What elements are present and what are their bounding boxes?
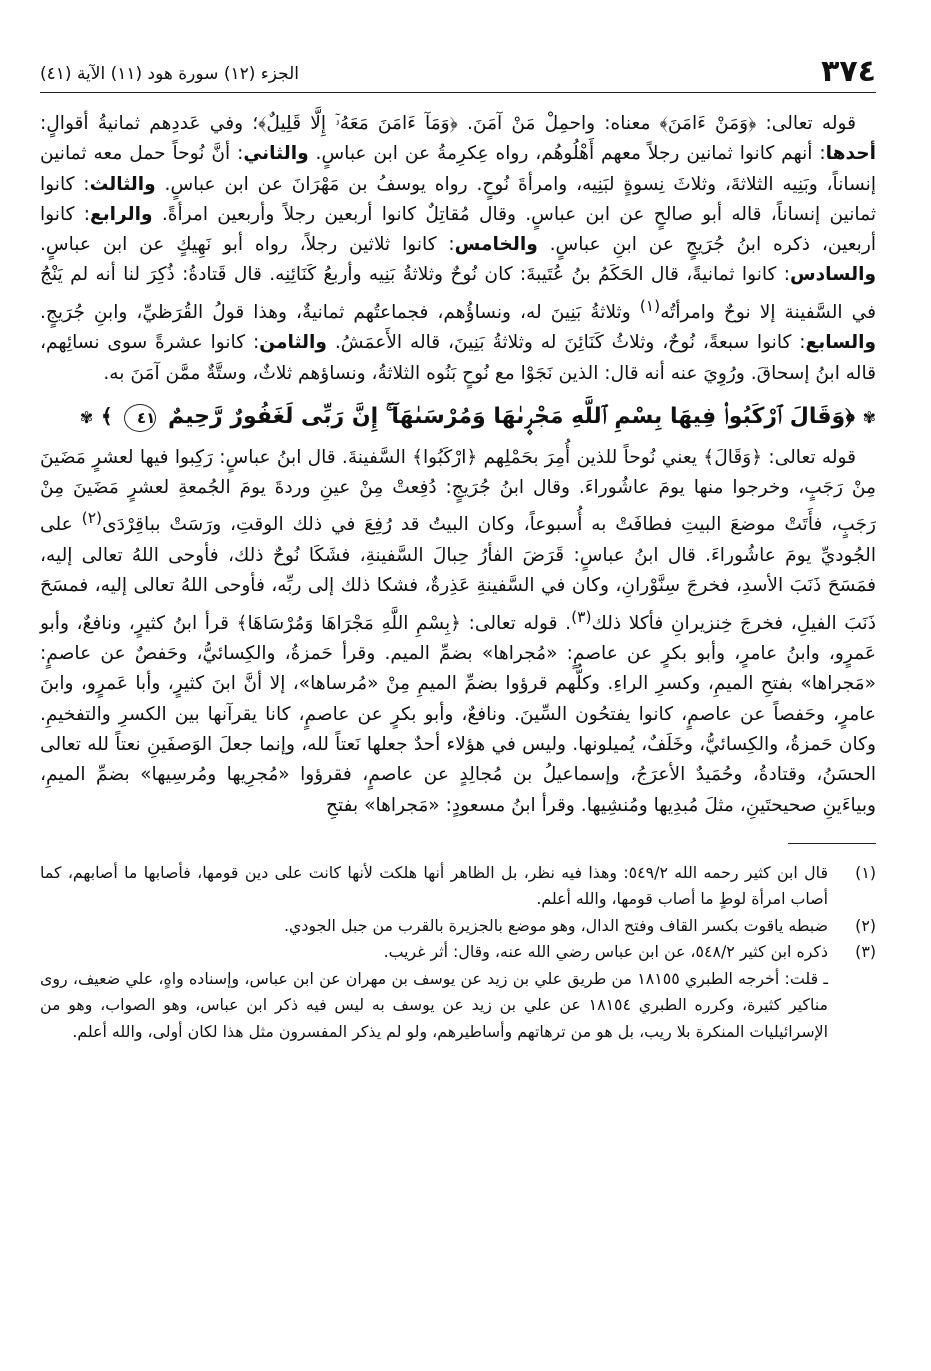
paragraph-passengers (40, 109, 876, 389)
label-eighth: والثامن (259, 332, 327, 354)
footnote-number: (١) (855, 862, 876, 882)
running-head: الجزء (١٢) سورة هود (١١) الآية (٤١) (40, 64, 300, 84)
text-segment: : كانوا أربعين، ذكره ابنُ جُرَيجٍ عن ابنِ عباسٍ. (40, 203, 876, 256)
text-segment: : أنَّ نُوحاً حمل معه ثمانين إنساناً، وبَنِيه الثلاثةَ، وثلاثَ نِسوةٍ لبَنِيه، وامرأةَ نُوحٍ. رواه يوسفُ بن مَهْرَانَ عن ابن عباسٍ. (40, 143, 876, 195)
footnote-line: ذكره ابن كثير ٥٤٨/٢، عن ابن عباس رضي الله عنه، وقال: أثر غريب. (383, 942, 828, 962)
page-number: ٣٧٤ (821, 54, 876, 89)
footnote-text (40, 860, 828, 913)
text-segment: قوله تعالى: ﴿بِسْمِ اللَّهِ مَجْرَاهَا وَمُرْسَاهَا﴾ قرأ ابنُ كثيرٍ، ونافعٌ، وأبو عَمرٍو، وابنُ عامرٍ، وأبو بكرٍ عن عاصمٍ: «مُجراها» بضمِّ الميم. وقرأ حَمزةُ، والكِسائيُّ، وحَفصٌ عن عاصمٍ: «مَجراها» بفتحِ الميمِ، وكسرِ الراءِ. وكلُّهم قرؤوا بضمِّ الميمِ مِنْ «مُرساها»، إلا أنَّ ابنَ كثيرٍ، وأبا عَمرٍو، وابنَ عامرٍ، وحَفصاً عن عاصمٍ، كانوا يفتحُون السِّينَ. ونافعٌ، وأبو بكرٍ عن عاصمٍ، كانا يقرآنها بين الكسرِ والتفخيمِ. وكان حَمزةُ، والكِسائيُّ، وخَلَفٌ، يُميلونها. وليس في هؤلاء أحدٌ جعلها نَعتاً لله، وإنما جعلَ الوَصفَينِ نعتاً لله تعالى الحسَنُ، وقتادةُ، وحُمَيدٌ الأعرَجُ، وإسماعيلُ بن مُجالِدٍ عن عاصمٍ، فقرؤوا «مُجرِيها ومُرسِيها» بضمِّ الميمِ، وبياءَينِ صحيحتَينِ، مثلَ مُبدِيها ومُنشِيها. وقرأ ابنُ مسعودٍ: «مَجراها» بفتحِ (40, 612, 876, 816)
quran-verse (40, 399, 876, 435)
page-header (40, 52, 876, 93)
verse-ornament-icon: ✾ (79, 407, 94, 427)
paragraph-boarding (40, 443, 876, 821)
footnote-ref-2[interactable]: (٢) (81, 509, 103, 528)
footnote-item (40, 939, 876, 1045)
text-segment: . (565, 612, 572, 634)
label-first: أحدها (825, 143, 876, 165)
verse-text: ﴿وَقَالَ ٱرْكَبُوا۟ فِيهَا بِسْمِ ٱللَّهِ مَجْر۪ىٰهَا وَمُرْسَىٰهَآ ۚ إِنَّ رَبِّى لَغَفُورٌ رَّحِيمٌ (167, 403, 855, 429)
text-segment: وثلاثةُ بَنِينَ له، ونساؤُهم، فجماعتُهم ثمانيةٌ، وهذا قولُ القُرَظيِّ، وابنِ جُرَيجٍ. (40, 301, 640, 323)
footnote-number: (٢) (855, 915, 876, 935)
text-segment: : كانوا ثلاثين رجلاً، رواه أبو نَهِيكٍ عن ابن عباسٍ. (40, 234, 455, 256)
text-segment: : أنهم كانوا ثمانين رجلاً معهم أَهْلُوهُم، رواه عِكرِمةُ عن ابن عباسٍ. (315, 143, 826, 165)
footnote-line: ضبطه ياقوت بكسر القاف وفتح الدال، وهو موضع بالجزيرة بالقرب من جبل الجودي. (283, 915, 828, 935)
footnote-text (40, 913, 828, 940)
text-segment: : كانوا سبعةً، نُوحٌ، وثلاثُ كَنَائِنَ له وثلاثةُ بَنِينَ، قاله الأَعمَشُ. (334, 332, 806, 354)
verse-ornament-icon: ✾ (862, 407, 876, 427)
footnote-line: ـ قلت: أخرجه الطبري ١٨١٥٥ من طريق علي بن زيد عن يوسف بن مهران عن ابن عباس، وإسناده واهٍ، علي ضعيف، روى مناكير كثيرة، وكرره الطبري ١٨١٥٤ عن علي بن زيد عن يوسف به ليس فيه ذكر ابن عباس، وهو الصواب، وهو من الإسرائيليات المنكرة بلا ريب، بل هو من ترهاتهم وأساطيرهم، ولو لم يذكر المفسرون مثل هذا لكان أولى، والله أعلم. (40, 968, 828, 1041)
text-segment: : كانوا ثمانين إنساناً، قاله أبو صالحٍ عن ابن عباسٍ. وقال مُقاتِلٌ كانوا أربعين رجلاً وأربعين امرأةً. (40, 173, 877, 225)
footnote-text (40, 939, 828, 1045)
text-segment: قوله تعالى: ﴿وَقَالَ﴾ يعني نُوحاً للذين أُمِرَ بحَمْلِهم ﴿ارْكَبُوا﴾ السَّفينةَ. قال ابنُ عباسٍ: رَكِبوا فيها لعشرٍ مَضَينَ مِنْ رَجَبٍ، وخرجوا منها يومَ عاشُوراءَ. وقال ابنُ جُرَيجٍ: دُفِعتْ مِنْ عينِ وردةَ يومَ الجُمعةِ لعشرٍ مَضَينَ مِنْ رَجَبٍ، فأَتَتْ موضعَ البيتِ فطافَتْ به أُسبوعاً، وكان البيتُ قد رُفِعَ في ذلك الوقتِ، ورَسَتْ بباقِرْدَى (40, 446, 876, 536)
label-sixth: والسادس (789, 264, 876, 286)
footnote-ref-1[interactable]: (١) (639, 296, 661, 315)
footnote-line: قال ابن كثير رحمه الله ٥٤٩/٢: وهذا فيه نظر، بل الظاهر أنها هلكت لأنها كانت على دين قومها، فأصابها ما أصابهم، كما أصاب امرأة لوطٍ ما أصاب قومها، والله أعلم. (40, 862, 828, 909)
footnote-item (40, 860, 876, 913)
verse-close-bracket: ﴾ (100, 403, 113, 428)
label-seventh: والسابع (805, 332, 877, 354)
label-fourth: والرابع (90, 203, 153, 225)
footnotes (40, 860, 876, 1046)
book-page (40, 52, 876, 1045)
label-second: والثاني (243, 143, 309, 165)
footnote-number: (٣) (855, 942, 876, 962)
verse-number: ٤١ (124, 404, 156, 432)
text-segment: على الجُوديِّ يومَ عاشُوراءَ. قال ابنُ عباسٍ: قَرَضَ الفأرُ حِبالَ السَّفينةِ، فشَكَا نُوحٌ ذلك، فأوحى اللهُ تعالى إليه، فمَسَحَ ذَنَبَ الأسدِ، فخرجَ سِنَّوْرانِ، وكان في السَّفينةِ عَذِرةٌ، فشكا ذلك إلى ربِّه، فأوحى اللهُ تعالى إليه، فمسَحَ ذَنَبَ الفيلِ، فخرجَ خِنزيرانِ فأكلا ذلك (40, 514, 876, 634)
label-fifth: والخامس (454, 234, 538, 256)
footnote-item (40, 913, 876, 940)
main-text (40, 109, 876, 821)
text-segment: : كانوا ثمانيةً، قال الحَكَمُ بنُ عُتَيبةَ: كان نُوحٌ وثلاثةُ بَنِيه وأربعُ كَنَائِنِه. قال قَتادةُ: ذُكِرَ لنا أنه لم يَنْجُ في السَّفينة إلا نوحٌ وامرأتُه (40, 264, 876, 323)
text-segment: قوله تعالى: ﴿وَمَنْ ءَامَنَ﴾ معناه: واحمِلْ مَنْ آمَنَ. ﴿وَمَآ ءَامَنَ مَعَهُۥٓ إِلَّا قَلِيلٌ﴾؛ وفي عَددِهم ثمانيةُ أقوالٍ: (40, 113, 856, 134)
footnote-separator (788, 843, 876, 844)
footnote-ref-3[interactable]: (٣) (571, 607, 592, 626)
label-third: والثالث (89, 173, 156, 195)
text-segment: : كانوا عشرةً سوى نسائِهم، قاله ابنُ إسحاقَ. ورُوِيَ عنه أنه قال: الذين نَجَوْا مع نُوحٍ بَنُوه الثلاثةُ، ونساؤهم ثلاثٌ، وستَّةٌ ممَّن آمَنَ به. (40, 332, 876, 384)
